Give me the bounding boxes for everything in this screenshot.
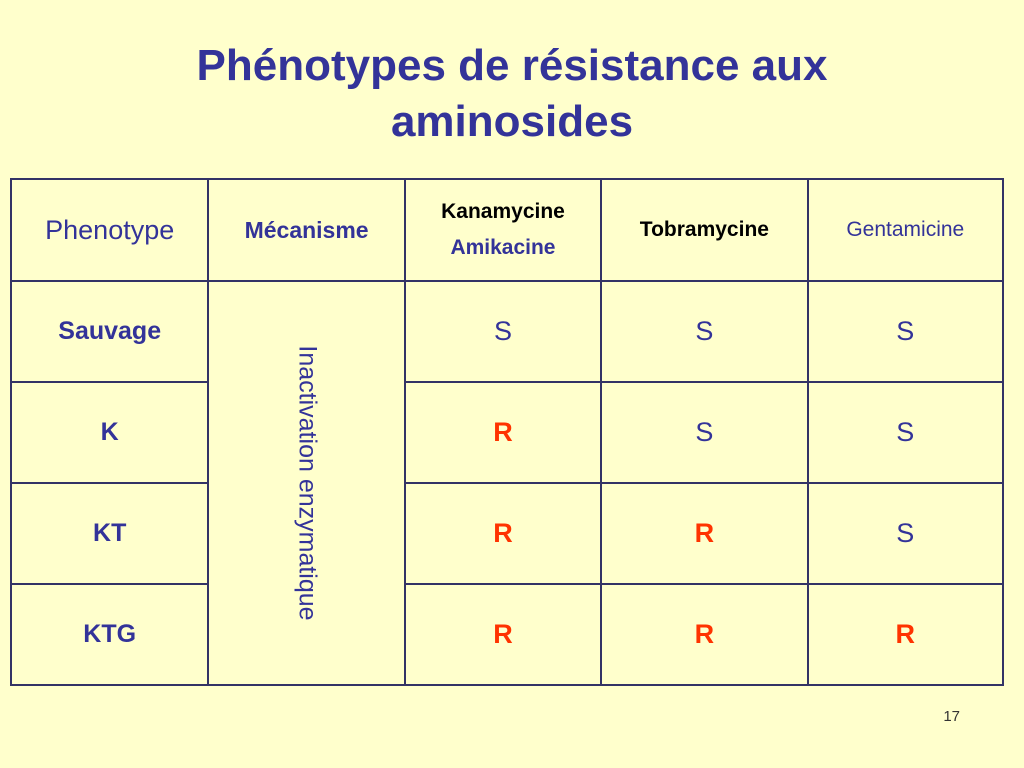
- gentamicine-value: S: [808, 281, 1003, 382]
- tobramycine-value: S: [601, 281, 807, 382]
- header-kanamycine-amikacine: [405, 179, 601, 281]
- slide-title-line-1: Phénotypes de résistance aux: [196, 41, 828, 90]
- gentamicine-value: R: [808, 584, 1003, 685]
- header-kanamycine: Kanamycine: [441, 200, 565, 223]
- kanamycine-amikacine-value: R: [405, 584, 601, 685]
- tobramycine-value: R: [601, 584, 807, 685]
- header-phenotype: Phenotype: [11, 179, 208, 281]
- kanamycine-amikacine-value: R: [405, 483, 601, 584]
- tobramycine-value: R: [601, 483, 807, 584]
- gentamicine-value: S: [808, 483, 1003, 584]
- phenotype-label: Sauvage: [11, 281, 208, 382]
- gentamicine-value: S: [808, 382, 1003, 483]
- table-row: [11, 483, 1003, 584]
- slide-title: [0, 38, 1024, 150]
- page-number: 17: [943, 708, 960, 725]
- header-amikacine: Amikacine: [450, 236, 556, 259]
- resistance-phenotype-table: [10, 178, 1004, 686]
- header-gentamicine: Gentamicine: [808, 179, 1003, 281]
- slide-title-line-2: aminosides: [390, 97, 634, 146]
- tobramycine-value: S: [601, 382, 807, 483]
- header-tobramycine: Tobramycine: [601, 179, 807, 281]
- kanamycine-amikacine-value: S: [405, 281, 601, 382]
- table-row: [11, 382, 1003, 483]
- phenotype-label: K: [11, 382, 208, 483]
- header-mechanism: Mécanisme: [208, 179, 404, 281]
- phenotype-label: KTG: [11, 584, 208, 685]
- mechanism-text: Inactivation enzymatique: [293, 345, 322, 621]
- phenotype-label: KT: [11, 483, 208, 584]
- table-row: [11, 584, 1003, 685]
- table-header-row: [11, 179, 1003, 281]
- mechanism-cell: [208, 281, 404, 685]
- kanamycine-amikacine-value: R: [405, 382, 601, 483]
- table-row: [11, 281, 1003, 382]
